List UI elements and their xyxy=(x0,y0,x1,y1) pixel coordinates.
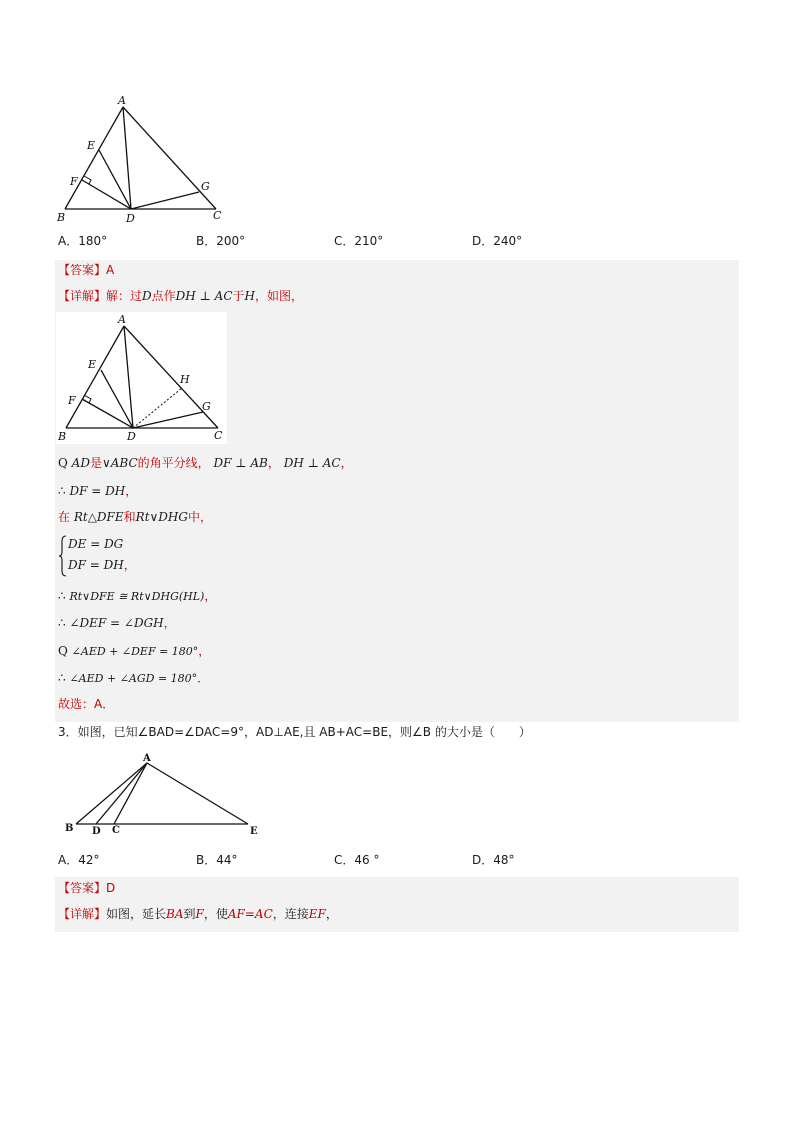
step-math: DF ⊥ AB xyxy=(213,456,268,470)
question-3-text: 3．如图，已知∠BAD=∠DAC=9°，AD⊥AE,且 AB+AC=BE，则∠B 的大小是（ ） xyxy=(58,725,531,739)
figure-triangle-abe xyxy=(60,750,266,840)
detail-text: 如图，延长 xyxy=(106,907,167,921)
detail-line-2 xyxy=(58,906,338,922)
option-b: B．44° xyxy=(196,853,238,867)
step-math: ∠AED + ∠DEF = 180° xyxy=(71,645,199,658)
answer-tag: 【答案】 xyxy=(58,881,107,895)
step-text: ， xyxy=(163,616,176,630)
equation-line-2 xyxy=(68,557,136,573)
figure-triangle-abc-1 xyxy=(54,92,234,228)
label-A: A xyxy=(118,94,126,107)
solution-step-1 xyxy=(58,455,353,471)
option-d: D．48° xyxy=(472,853,515,867)
detail-line-1 xyxy=(58,288,303,304)
step-text: ， xyxy=(198,644,211,658)
step-text: 中， xyxy=(187,510,212,524)
step-text: ． xyxy=(197,671,210,685)
detail-math: F xyxy=(195,907,204,921)
answer-line-2 xyxy=(58,880,115,896)
label-C: C xyxy=(213,209,222,222)
detail-text: 于 xyxy=(232,289,245,303)
label-A: A xyxy=(143,753,151,764)
detail-math: AF=AC xyxy=(227,907,273,921)
step-math: DE = DG xyxy=(68,537,124,551)
label-C: C xyxy=(112,825,120,836)
option-d: D．240° xyxy=(472,234,523,248)
step-text: ∴ xyxy=(58,484,66,498)
detail-math: EF xyxy=(308,907,326,921)
step-math: Rt∨DFE ≅ Rt∨DHG(HL) xyxy=(69,590,205,603)
label-E: E xyxy=(87,139,96,152)
equation-line-1 xyxy=(68,536,123,552)
solution-step-5 xyxy=(58,588,216,605)
step-math: ∠AED + ∠AGD = 180° xyxy=(69,672,198,685)
answer-value: A xyxy=(106,263,115,277)
label-B: B xyxy=(65,823,74,834)
option-c: C．210° xyxy=(334,234,384,248)
solution-step-2 xyxy=(58,483,137,499)
step-text: ， xyxy=(267,456,280,470)
detail-math: D xyxy=(142,289,152,303)
detail-text: 到 xyxy=(183,907,196,921)
detail-math: BA xyxy=(166,907,184,921)
label-D: D xyxy=(127,430,136,443)
label-D: D xyxy=(126,212,135,225)
detail-tag: 【详解】 xyxy=(58,907,107,921)
answer-block-2 xyxy=(55,877,739,932)
step-math: AD xyxy=(71,456,90,470)
label-A: A xyxy=(118,313,126,326)
answer-tag: 【答案】 xyxy=(58,263,107,277)
step-text: ∴ xyxy=(58,671,66,685)
step-text: ， xyxy=(340,456,353,470)
figure-triangle-abc-2 xyxy=(56,312,227,444)
solution-conclusion: 故选：A． xyxy=(58,697,115,711)
step-math: DH ⊥ AC xyxy=(283,456,341,470)
option-b: B．200° xyxy=(196,234,246,248)
answer-line-1 xyxy=(58,262,114,278)
step-math: Rt∨DHG xyxy=(135,510,188,524)
label-B: B xyxy=(57,211,66,224)
label-E: E xyxy=(250,826,258,837)
option-a: A．42° xyxy=(58,853,100,867)
label-C: C xyxy=(214,429,223,442)
step-text: Q xyxy=(58,644,68,658)
detail-text: 点作 xyxy=(151,289,176,303)
step-text: ∴ xyxy=(58,589,66,603)
label-F: F xyxy=(70,175,78,188)
detail-text: ， xyxy=(325,907,338,921)
solution-step-8 xyxy=(58,670,209,687)
solution-step-6 xyxy=(58,615,176,631)
step-math: DF = DH xyxy=(68,558,124,572)
detail-text: ，连接 xyxy=(272,907,309,921)
label-F: F xyxy=(68,394,76,407)
detail-text: 解：过 xyxy=(106,289,143,303)
option-a: A．180° xyxy=(58,234,108,248)
solution-step-3 xyxy=(58,509,212,525)
step-text: ， xyxy=(125,484,138,498)
left-brace xyxy=(58,535,68,577)
step-text: ∴ xyxy=(58,616,66,630)
detail-math: H xyxy=(244,289,256,303)
step-math: ∨ABC xyxy=(101,456,138,470)
step-text: ， xyxy=(204,589,217,603)
detail-tag: 【详解】 xyxy=(58,289,107,303)
step-text: ， xyxy=(123,558,136,572)
option-c: C．46 ° xyxy=(334,853,380,867)
detail-text: ，如图， xyxy=(255,289,304,303)
step-math: Rt△DFE xyxy=(73,510,124,524)
step-text: Q xyxy=(58,456,68,470)
label-H: H xyxy=(180,373,190,386)
label-D: D xyxy=(92,826,101,837)
step-math: DF = DH xyxy=(69,484,126,498)
step-text: 是 xyxy=(89,456,102,470)
label-G: G xyxy=(201,180,210,193)
detail-text: ，使 xyxy=(203,907,228,921)
step-math: ∠DEF = ∠DGH xyxy=(69,616,164,630)
step-text: 的角平分线， xyxy=(137,456,210,470)
solution-step-7 xyxy=(58,643,210,660)
label-B: B xyxy=(58,430,67,443)
label-G: G xyxy=(202,400,211,413)
answer-value: D xyxy=(106,881,116,895)
label-E: E xyxy=(88,358,97,371)
detail-math: DH ⊥ AC xyxy=(175,289,233,303)
step-text: 和 xyxy=(123,510,136,524)
step-text: 在 xyxy=(58,510,71,524)
